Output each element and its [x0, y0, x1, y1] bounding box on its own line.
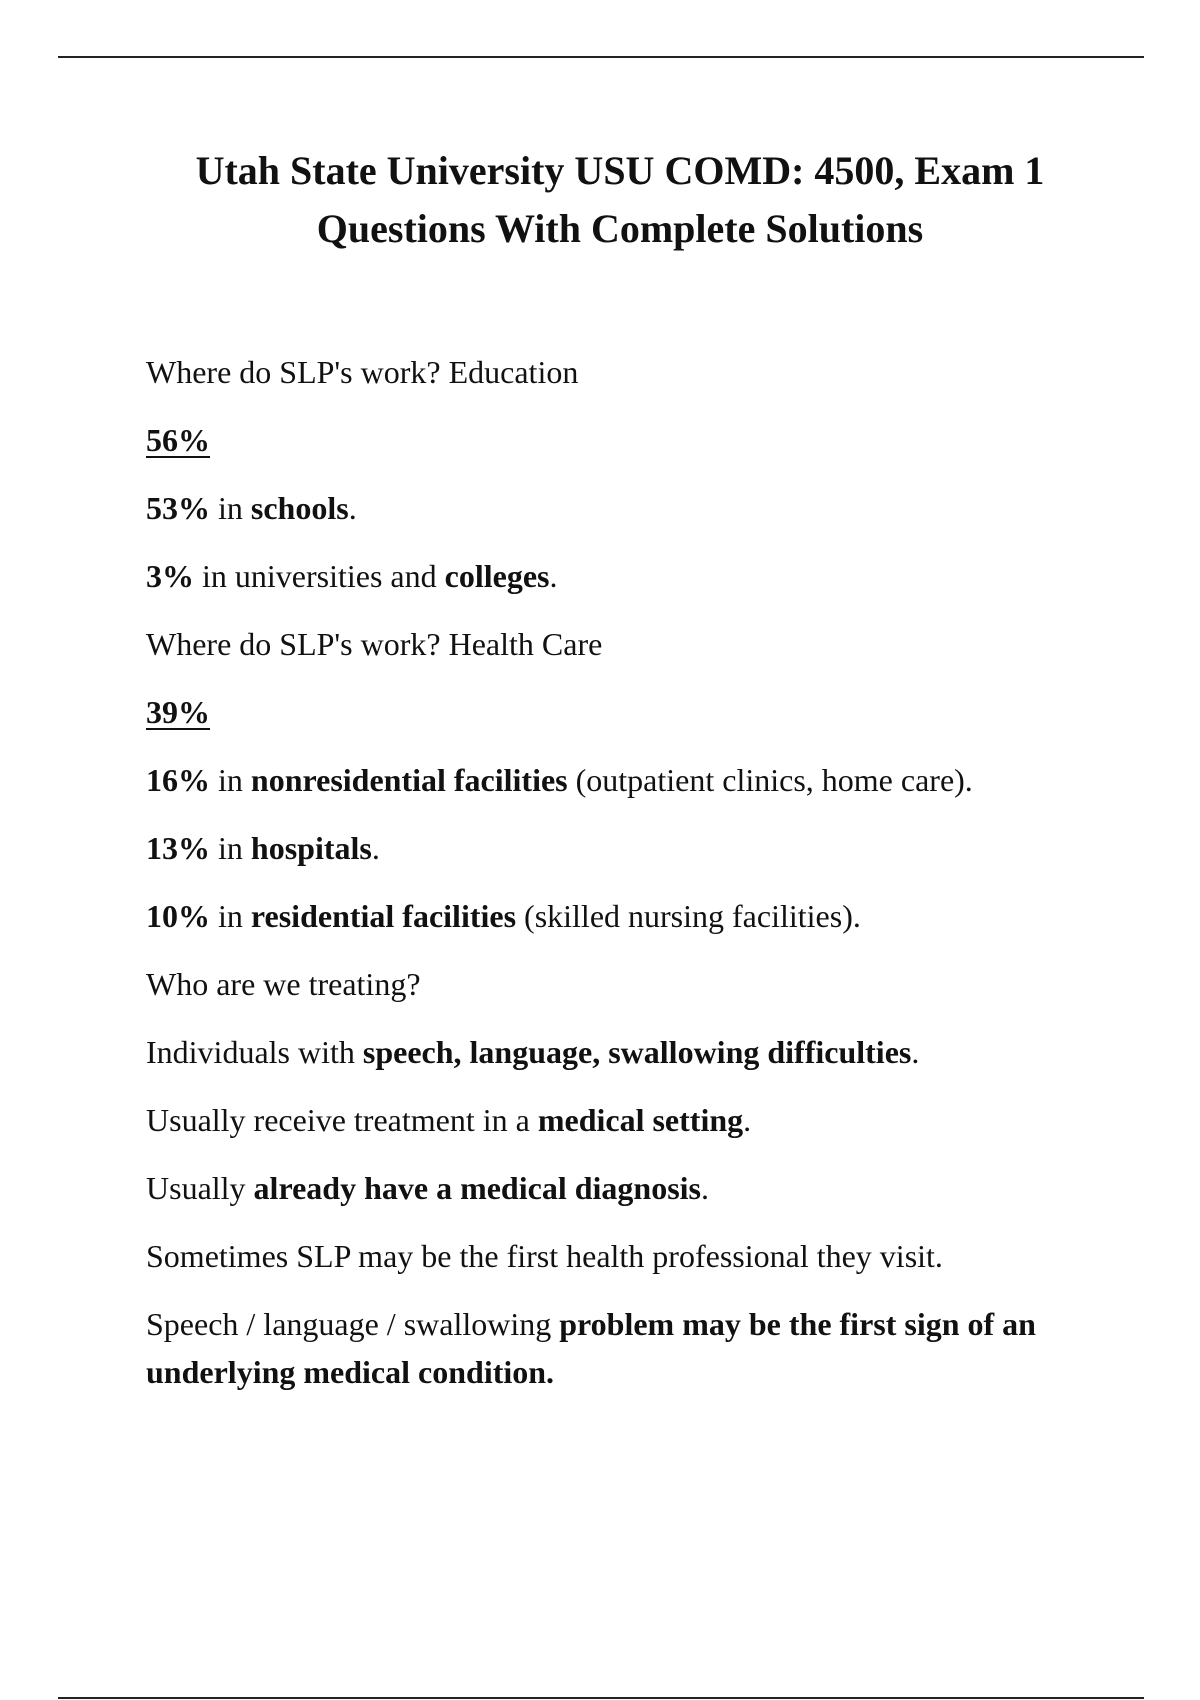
education-total: [146, 416, 1096, 464]
treating-question: Who are we treating?: [146, 966, 421, 1002]
education-total-value: 56%: [146, 422, 210, 458]
health-care-nonresidential: 16% in nonresidential facilities (outpatient clinics, home care).: [146, 762, 973, 798]
treating-individuals: Individuals with speech, language, swallowing difficulties.: [146, 1034, 920, 1070]
title-line-1: Utah State University USU COMD: 4500, Exam 1: [195, 148, 1045, 193]
treating-first-sign: Speech / language / swallowing problem may be the first sign of an underlying medical condition.: [146, 1306, 1036, 1390]
education-schools: 53% in schools.: [146, 490, 357, 526]
health-care-residential: 10% in residential facilities (skilled nursing facilities).: [146, 898, 861, 934]
health-care-total-value: 39%: [146, 694, 210, 730]
health-care-total: [146, 688, 1096, 736]
treating-setting: Usually receive treatment in a medical setting.: [146, 1102, 752, 1138]
title-line-2: Questions With Complete Solutions: [316, 206, 924, 251]
education-colleges: 3% in universities and colleges.: [146, 558, 558, 594]
health-care-hospitals: 13% in hospitals.: [146, 830, 380, 866]
treating-diagnosis: Usually already have a medical diagnosis.: [146, 1170, 709, 1206]
treating-first-visit: Sometimes SLP may be the first health professional they visit.: [146, 1238, 943, 1274]
education-question: Where do SLP's work? Education: [146, 354, 579, 390]
health-care-question: Where do SLP's work? Health Care: [146, 626, 603, 662]
document-title: [120, 142, 1120, 258]
footer-rule: [58, 1697, 1144, 1699]
header-rule: [58, 56, 1144, 58]
